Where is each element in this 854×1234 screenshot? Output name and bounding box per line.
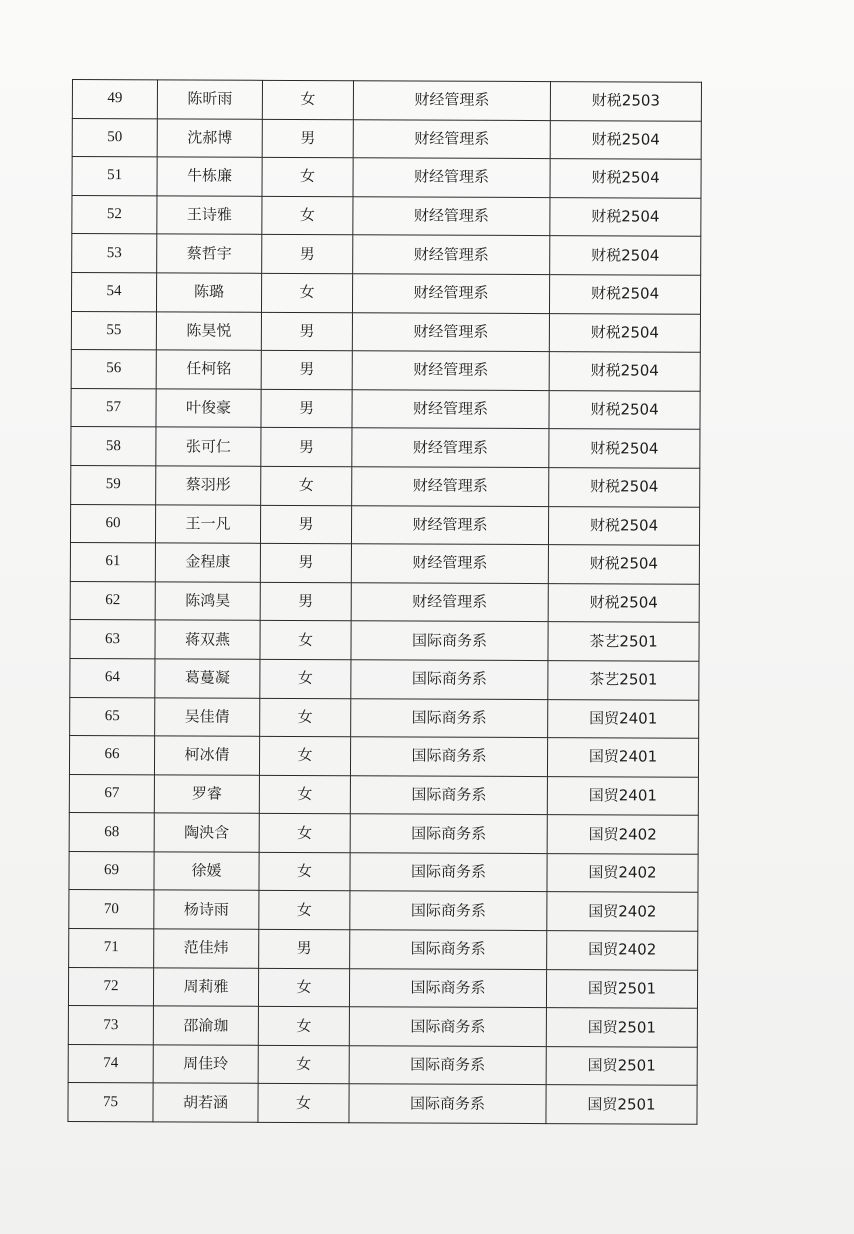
department-cell: 国际商务系	[349, 968, 546, 1007]
row-number-cell: 63	[70, 620, 155, 659]
row-number-cell: 54	[71, 272, 156, 311]
row-number-cell: 73	[68, 1006, 153, 1045]
table-row	[69, 890, 698, 931]
student-name-cell: 吴佳倩	[155, 697, 260, 736]
row-number-cell: 53	[72, 234, 157, 273]
student-name-cell: 范佳炜	[154, 929, 259, 968]
department-cell: 国际商务系	[349, 1046, 546, 1085]
student-name-cell: 王一凡	[155, 504, 260, 543]
department-cell: 财经管理系	[351, 582, 548, 621]
student-name-cell: 蔡羽彤	[156, 466, 261, 505]
class-cell: 国贸2401	[547, 776, 698, 815]
student-name-cell: 王诗雅	[157, 196, 262, 235]
department-cell: 财经管理系	[352, 467, 549, 506]
student-name-cell: 陈昊悦	[156, 311, 261, 350]
class-cell: 财税2504	[549, 352, 700, 391]
row-number-cell: 58	[71, 427, 156, 466]
department-cell: 国际商务系	[351, 660, 548, 699]
class-cell: 财税2504	[549, 275, 700, 314]
class-cell: 茶艺2501	[548, 622, 699, 661]
gender-cell: 男	[260, 543, 351, 582]
table-row	[70, 620, 699, 661]
class-cell: 财税2504	[548, 583, 699, 622]
table-row	[69, 813, 698, 854]
class-cell: 国贸2402	[547, 931, 698, 970]
gender-cell: 女	[258, 1084, 349, 1123]
class-cell: 国贸2402	[547, 853, 698, 892]
class-cell: 财税2504	[549, 429, 700, 468]
class-cell: 国贸2402	[547, 892, 698, 931]
student-name-cell: 杨诗雨	[154, 890, 259, 929]
class-cell: 国贸2501	[546, 1008, 697, 1047]
row-number-cell: 65	[70, 697, 155, 736]
row-number-cell: 70	[69, 890, 154, 929]
class-cell: 国贸2402	[547, 815, 698, 854]
class-cell: 国贸2501	[546, 969, 697, 1008]
table-row	[72, 118, 701, 159]
table-row	[71, 388, 700, 429]
student-name-cell: 陈璐	[156, 273, 261, 312]
student-name-cell: 胡若涵	[153, 1083, 258, 1122]
gender-cell: 女	[258, 1007, 349, 1046]
row-number-cell: 68	[69, 813, 154, 852]
table-row	[69, 929, 698, 970]
row-number-cell: 56	[71, 350, 156, 389]
class-cell: 财税2504	[550, 159, 701, 198]
class-cell: 国贸2501	[546, 1046, 697, 1085]
class-cell: 财税2504	[550, 236, 701, 275]
table-row	[68, 967, 697, 1008]
gender-cell: 女	[259, 775, 350, 814]
student-name-cell: 张可仁	[156, 427, 261, 466]
department-cell: 财经管理系	[352, 428, 549, 467]
row-number-cell: 52	[72, 195, 157, 234]
table-row	[68, 1044, 697, 1085]
row-number-cell: 61	[70, 543, 155, 582]
gender-cell: 男	[262, 235, 353, 274]
gender-cell: 女	[260, 698, 351, 737]
table-row	[71, 272, 700, 313]
table-row	[69, 736, 698, 777]
gender-cell: 女	[262, 80, 353, 119]
student-name-cell: 陈昕雨	[157, 80, 262, 119]
gender-cell: 女	[262, 196, 353, 235]
department-cell: 国际商务系	[350, 737, 547, 776]
student-name-cell: 任柯铭	[156, 350, 261, 389]
student-name-cell: 周莉雅	[153, 968, 258, 1007]
department-cell: 国际商务系	[349, 1084, 546, 1123]
student-name-cell: 柯冰倩	[154, 736, 259, 775]
gender-cell: 男	[260, 582, 351, 621]
department-cell: 国际商务系	[349, 1007, 546, 1046]
row-number-cell: 62	[70, 581, 155, 620]
table-row	[71, 427, 700, 468]
department-cell: 财经管理系	[353, 119, 550, 158]
gender-cell: 女	[260, 659, 351, 698]
student-name-cell: 罗睿	[154, 775, 259, 814]
gender-cell: 女	[260, 621, 351, 660]
table-row	[70, 658, 699, 699]
gender-cell: 男	[259, 929, 350, 968]
department-cell: 国际商务系	[350, 891, 547, 930]
table-row	[68, 1083, 697, 1124]
student-roster-table	[67, 79, 702, 1125]
row-number-cell: 57	[71, 388, 156, 427]
student-name-cell: 蒋双燕	[155, 620, 260, 659]
row-number-cell: 51	[72, 157, 157, 196]
table-row	[72, 234, 701, 275]
gender-cell: 女	[261, 466, 352, 505]
student-name-cell: 沈郝博	[157, 118, 262, 157]
student-name-cell: 叶俊豪	[156, 389, 261, 428]
gender-cell: 女	[259, 736, 350, 775]
class-cell: 国贸2401	[547, 738, 698, 777]
row-number-cell: 64	[70, 658, 155, 697]
student-name-cell: 葛蔓凝	[155, 659, 260, 698]
gender-cell: 男	[261, 389, 352, 428]
gender-cell: 男	[261, 428, 352, 467]
department-cell: 财经管理系	[352, 312, 549, 351]
department-cell: 财经管理系	[353, 81, 550, 120]
gender-cell: 女	[261, 273, 352, 312]
department-cell: 财经管理系	[351, 544, 548, 583]
table-row	[71, 350, 700, 391]
department-cell: 国际商务系	[350, 775, 547, 814]
table-row	[70, 543, 699, 584]
table-row	[71, 311, 700, 352]
department-cell: 国际商务系	[351, 621, 548, 660]
student-name-cell: 牛栋廉	[157, 157, 262, 196]
gender-cell: 男	[261, 350, 352, 389]
class-cell: 财税2504	[549, 390, 700, 429]
table-row	[70, 581, 699, 622]
row-number-cell: 55	[71, 311, 156, 350]
gender-cell: 女	[258, 968, 349, 1007]
gender-cell: 男	[261, 312, 352, 351]
gender-cell: 男	[262, 119, 353, 158]
table-row	[69, 851, 698, 892]
gender-cell: 女	[259, 814, 350, 853]
row-number-cell: 49	[72, 80, 157, 119]
roster-table-body	[68, 80, 702, 1125]
class-cell: 国贸2501	[546, 1085, 697, 1124]
class-cell: 财税2504	[548, 506, 699, 545]
class-cell: 财税2504	[549, 468, 700, 507]
table-row	[70, 697, 699, 738]
class-cell: 财税2504	[550, 120, 701, 159]
table-row	[70, 504, 699, 545]
row-number-cell: 50	[72, 118, 157, 157]
student-name-cell: 陶泱含	[154, 813, 259, 852]
department-cell: 国际商务系	[351, 698, 548, 737]
row-number-cell: 60	[70, 504, 155, 543]
row-number-cell: 74	[68, 1044, 153, 1083]
row-number-cell: 67	[69, 774, 154, 813]
gender-cell: 女	[259, 891, 350, 930]
class-cell: 财税2504	[550, 197, 701, 236]
class-cell: 财税2504	[549, 313, 700, 352]
table-row	[72, 80, 701, 121]
row-number-cell: 71	[69, 929, 154, 968]
gender-cell: 女	[262, 158, 353, 197]
class-cell: 国贸2401	[548, 699, 699, 738]
table-row	[68, 1006, 697, 1047]
row-number-cell: 75	[68, 1083, 153, 1122]
table-row	[72, 195, 701, 236]
table-row	[69, 774, 698, 815]
gender-cell: 女	[259, 852, 350, 891]
department-cell: 财经管理系	[351, 505, 548, 544]
department-cell: 财经管理系	[353, 197, 550, 236]
class-cell: 财税2504	[548, 545, 699, 584]
department-cell: 财经管理系	[352, 351, 549, 390]
table-row	[72, 157, 701, 198]
student-name-cell: 蔡哲宇	[157, 234, 262, 273]
department-cell: 国际商务系	[350, 814, 547, 853]
gender-cell: 男	[260, 505, 351, 544]
row-number-cell: 66	[69, 736, 154, 775]
department-cell: 财经管理系	[353, 158, 550, 197]
department-cell: 财经管理系	[352, 274, 549, 313]
department-cell: 国际商务系	[350, 930, 547, 969]
class-cell: 茶艺2501	[548, 660, 699, 699]
row-number-cell: 72	[68, 967, 153, 1006]
student-name-cell: 周佳玲	[153, 1045, 258, 1084]
student-name-cell: 邵渝珈	[153, 1006, 258, 1045]
row-number-cell: 59	[71, 465, 156, 504]
department-cell: 财经管理系	[353, 235, 550, 274]
row-number-cell: 69	[69, 851, 154, 890]
table-row	[71, 465, 700, 506]
department-cell: 国际商务系	[350, 853, 547, 892]
department-cell: 财经管理系	[352, 389, 549, 428]
gender-cell: 女	[258, 1045, 349, 1084]
student-name-cell: 陈鸿昊	[155, 582, 260, 621]
class-cell: 财税2503	[550, 82, 701, 121]
student-name-cell: 徐媛	[154, 852, 259, 891]
student-name-cell: 金程康	[155, 543, 260, 582]
